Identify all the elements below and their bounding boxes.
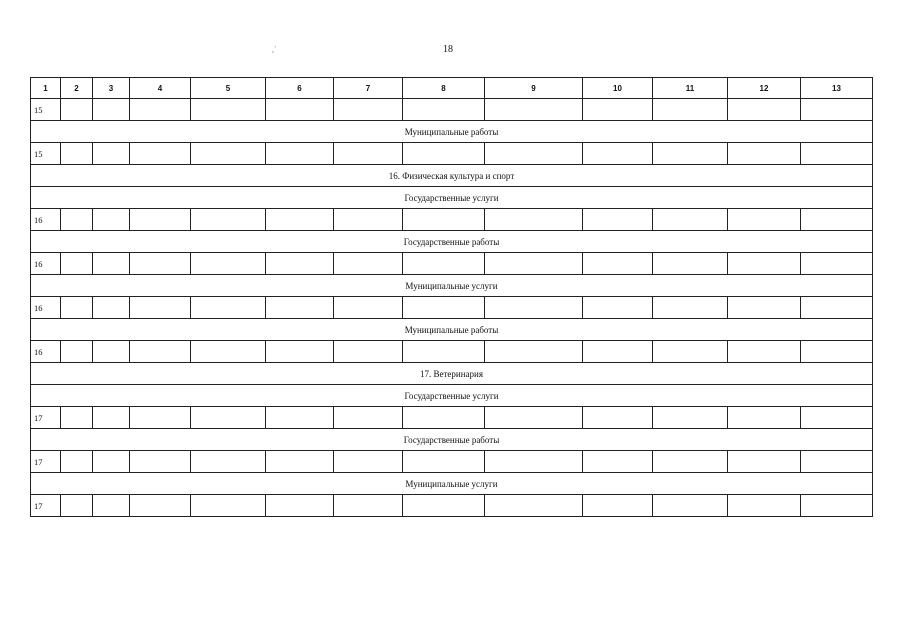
table-cell	[485, 495, 583, 517]
table-row	[31, 407, 873, 429]
table-cell	[485, 407, 583, 429]
table-cell	[93, 209, 130, 231]
table-cell	[403, 143, 485, 165]
table-cell	[583, 341, 653, 363]
section-row	[31, 165, 873, 187]
table-cell	[728, 99, 801, 121]
table-cell	[93, 407, 130, 429]
table-cell	[728, 297, 801, 319]
section-heading: Государственные услуги	[31, 385, 873, 407]
table-cell	[61, 341, 93, 363]
table-cell	[266, 451, 334, 473]
row-number: 17	[31, 495, 61, 517]
section-row	[31, 319, 873, 341]
table-cell	[130, 209, 191, 231]
section-row	[31, 385, 873, 407]
table-cell	[728, 341, 801, 363]
table-cell	[130, 451, 191, 473]
table-cell	[334, 407, 403, 429]
column-header: 6	[266, 78, 334, 99]
table-cell	[93, 143, 130, 165]
table-cell	[403, 495, 485, 517]
table-cell	[266, 99, 334, 121]
section-heading: Муниципальные работы	[31, 121, 873, 143]
table-cell	[266, 209, 334, 231]
table-cell	[130, 99, 191, 121]
table-cell	[403, 297, 485, 319]
table-cell	[130, 143, 191, 165]
column-header: 5	[191, 78, 266, 99]
table-cell	[191, 99, 266, 121]
table-cell	[266, 297, 334, 319]
table-cell	[266, 341, 334, 363]
table-cell	[93, 99, 130, 121]
table-cell	[801, 297, 873, 319]
column-header: 7	[334, 78, 403, 99]
table-cell	[130, 495, 191, 517]
page-number: 18	[443, 44, 453, 55]
table-cell	[485, 297, 583, 319]
table-cell	[403, 407, 485, 429]
table-cell	[93, 253, 130, 275]
table-row	[31, 209, 873, 231]
table-cell	[61, 495, 93, 517]
row-number: 16	[31, 341, 61, 363]
table-cell	[266, 495, 334, 517]
table-cell	[61, 297, 93, 319]
table-cell	[801, 253, 873, 275]
table-cell	[334, 143, 403, 165]
table-cell	[583, 495, 653, 517]
table-cell	[334, 495, 403, 517]
section-heading: Муниципальные услуги	[31, 275, 873, 297]
table-cell	[93, 341, 130, 363]
table-cell	[191, 253, 266, 275]
table-cell	[61, 209, 93, 231]
table-cell	[191, 209, 266, 231]
section-row	[31, 231, 873, 253]
table-cell	[93, 451, 130, 473]
table-cell	[130, 407, 191, 429]
table-cell	[485, 253, 583, 275]
table-cell	[93, 297, 130, 319]
section-row	[31, 363, 873, 385]
table-cell	[583, 253, 653, 275]
table-cell	[61, 253, 93, 275]
table-cell	[130, 341, 191, 363]
table-row	[31, 451, 873, 473]
table-cell	[266, 253, 334, 275]
table-cell	[801, 143, 873, 165]
column-header: 11	[653, 78, 728, 99]
table-cell	[403, 209, 485, 231]
table-cell	[583, 451, 653, 473]
table-cell	[653, 451, 728, 473]
table-cell	[61, 407, 93, 429]
table-cell	[403, 253, 485, 275]
column-header: 3	[93, 78, 130, 99]
table-cell	[485, 99, 583, 121]
table-row	[31, 495, 873, 517]
header-row	[31, 78, 873, 99]
table-cell	[728, 209, 801, 231]
row-number: 17	[31, 407, 61, 429]
table-cell	[801, 451, 873, 473]
table-row	[31, 297, 873, 319]
table-cell	[583, 407, 653, 429]
table-cell	[191, 451, 266, 473]
table-cell	[403, 451, 485, 473]
table-body	[31, 99, 873, 517]
table-cell	[485, 209, 583, 231]
section-heading: Государственные работы	[31, 231, 873, 253]
table-cell	[334, 297, 403, 319]
table-cell	[583, 209, 653, 231]
section-row	[31, 473, 873, 495]
column-header: 12	[728, 78, 801, 99]
table-cell	[653, 253, 728, 275]
table-cell	[191, 407, 266, 429]
section-row	[31, 275, 873, 297]
section-row	[31, 187, 873, 209]
table-cell	[653, 297, 728, 319]
column-header: 8	[403, 78, 485, 99]
table-cell	[191, 297, 266, 319]
section-heading: 17. Ветеринария	[31, 363, 873, 385]
table-cell	[334, 209, 403, 231]
section-heading: Муниципальные работы	[31, 319, 873, 341]
row-number: 17	[31, 451, 61, 473]
report-table	[30, 77, 873, 517]
table-row	[31, 143, 873, 165]
table-cell	[485, 451, 583, 473]
table-cell	[334, 99, 403, 121]
table-cell	[266, 407, 334, 429]
column-header: 4	[130, 78, 191, 99]
table-cell	[130, 253, 191, 275]
row-number: 15	[31, 99, 61, 121]
table-cell	[191, 341, 266, 363]
table-cell	[801, 495, 873, 517]
table-cell	[130, 297, 191, 319]
table-cell	[403, 341, 485, 363]
table-cell	[653, 495, 728, 517]
table-cell	[728, 253, 801, 275]
table-cell	[653, 99, 728, 121]
column-header: 1	[31, 78, 61, 99]
table-cell	[191, 495, 266, 517]
section-heading: 16. Физическая культура и спорт	[31, 165, 873, 187]
table-cell	[583, 99, 653, 121]
section-heading: Муниципальные услуги	[31, 473, 873, 495]
table-cell	[653, 209, 728, 231]
table-cell	[801, 407, 873, 429]
column-header: 9	[485, 78, 583, 99]
table-cell	[728, 495, 801, 517]
table-cell	[583, 297, 653, 319]
table-cell	[801, 341, 873, 363]
table-cell	[334, 341, 403, 363]
table-cell	[334, 451, 403, 473]
section-heading: Государственные услуги	[31, 187, 873, 209]
table-cell	[266, 143, 334, 165]
column-header: 2	[61, 78, 93, 99]
section-row	[31, 429, 873, 451]
table-cell	[485, 341, 583, 363]
section-row	[31, 121, 873, 143]
table-cell	[485, 143, 583, 165]
table-row	[31, 253, 873, 275]
table-cell	[61, 99, 93, 121]
table-cell	[801, 209, 873, 231]
table-cell	[61, 451, 93, 473]
table-cell	[653, 143, 728, 165]
section-heading: Государственные работы	[31, 429, 873, 451]
table-cell	[583, 143, 653, 165]
table-cell	[93, 495, 130, 517]
table-cell	[653, 407, 728, 429]
column-header: 10	[583, 78, 653, 99]
row-number: 15	[31, 143, 61, 165]
table-cell	[801, 99, 873, 121]
table-cell	[653, 341, 728, 363]
table-row	[31, 341, 873, 363]
table-cell	[728, 143, 801, 165]
table-cell	[403, 99, 485, 121]
row-number: 16	[31, 297, 61, 319]
table-cell	[728, 451, 801, 473]
row-number: 16	[31, 209, 61, 231]
row-number: 16	[31, 253, 61, 275]
table-row	[31, 99, 873, 121]
table-cell	[191, 143, 266, 165]
column-header: 13	[801, 78, 873, 99]
table-cell	[61, 143, 93, 165]
scan-speck: ,`	[272, 45, 277, 54]
table-cell	[728, 407, 801, 429]
table-cell	[334, 253, 403, 275]
